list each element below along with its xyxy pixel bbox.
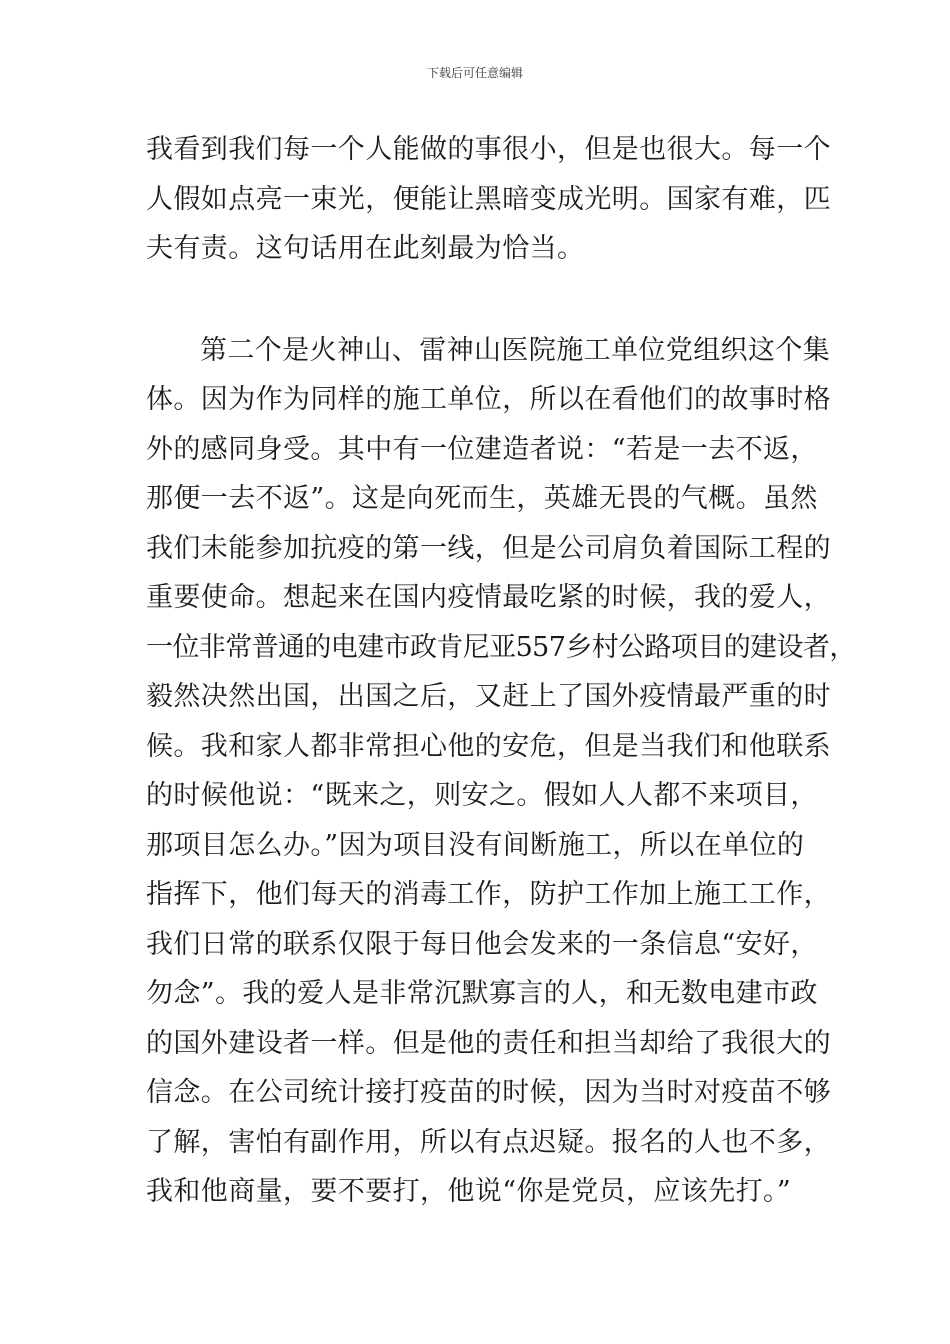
- paragraph-2-line-9: 候。我和家人都非常担心他的安危，但是当我们和他联系: [146, 731, 831, 762]
- paragraph-2-line-6: 重要使命。想起来在国内疫情最吃紧的时候，我的爱人，: [146, 582, 831, 613]
- paragraph-2-line-12: 指挥下，他们每天的消毒工作，防护工作加上施工工作，: [146, 879, 831, 910]
- page-header: 下载后可任意编辑: [426, 66, 523, 80]
- paragraph-1-line-1: 我看到我们每一个人能做的事很小，但是也很大。每一个: [146, 134, 831, 165]
- paragraph-2-line-15: 的国外建设者一样。但是他的责任和担当却给了我很大的: [146, 1028, 831, 1059]
- paragraph-2-line-7: 一位非常普通的电建市政肯尼亚557乡村公路项目的建设者，: [146, 632, 856, 663]
- paragraph-2-line-5: 我们未能参加抗疫的第一线，但是公司肩负着国际工程的: [146, 533, 831, 564]
- paragraph-2-line-17: 了解，害怕有副作用，所以有点迟疑。报名的人也不多，: [146, 1127, 831, 1158]
- paragraph-2-line-10: 的时候他说：“既来之，则安之。假如人人都不来项目，: [146, 780, 818, 811]
- paragraph-2-line-3: 外的感同身受。其中有一位建造者说：“若是一去不返，: [146, 434, 818, 465]
- paragraph-1-line-2: 人假如点亮一束光，便能让黑暗变成光明。国家有难，匹: [146, 184, 831, 215]
- paragraph-2-line-11: 那项目怎么办。”因为项目没有间断施工，所以在单位的: [146, 830, 805, 861]
- paragraph-2-line-13: 我们日常的联系仅限于每日他会发来的一条信息“安好，: [146, 929, 818, 960]
- paragraph-2-line-1: 第二个是火神山、雷神山医院施工单位党组织这个集: [200, 335, 831, 366]
- paragraph-2-line-8: 毅然决然出国，出国之后，又赶上了国外疫情最严重的时: [146, 681, 831, 712]
- paragraph-2-line-2: 体。因为作为同样的施工单位，所以在看他们的故事时格: [146, 384, 831, 415]
- paragraph-2-line-4: 那便一去不返”。这是向死而生，英雄无畏的气概。虽然: [146, 483, 818, 514]
- paragraph-2-line-16: 信念。在公司统计接打疫苗的时候，因为当时对疫苗不够: [146, 1077, 831, 1108]
- paragraph-1-line-3: 夫有责。这句话用在此刻最为恰当。: [146, 233, 585, 264]
- paragraph-2-line-18: 我和他商量，要不要打，他说“你是党员，应该先打。”: [146, 1176, 792, 1207]
- paragraph-2-line-14: 勿念”。我的爱人是非常沉默寡言的人，和无数电建市政: [146, 978, 818, 1009]
